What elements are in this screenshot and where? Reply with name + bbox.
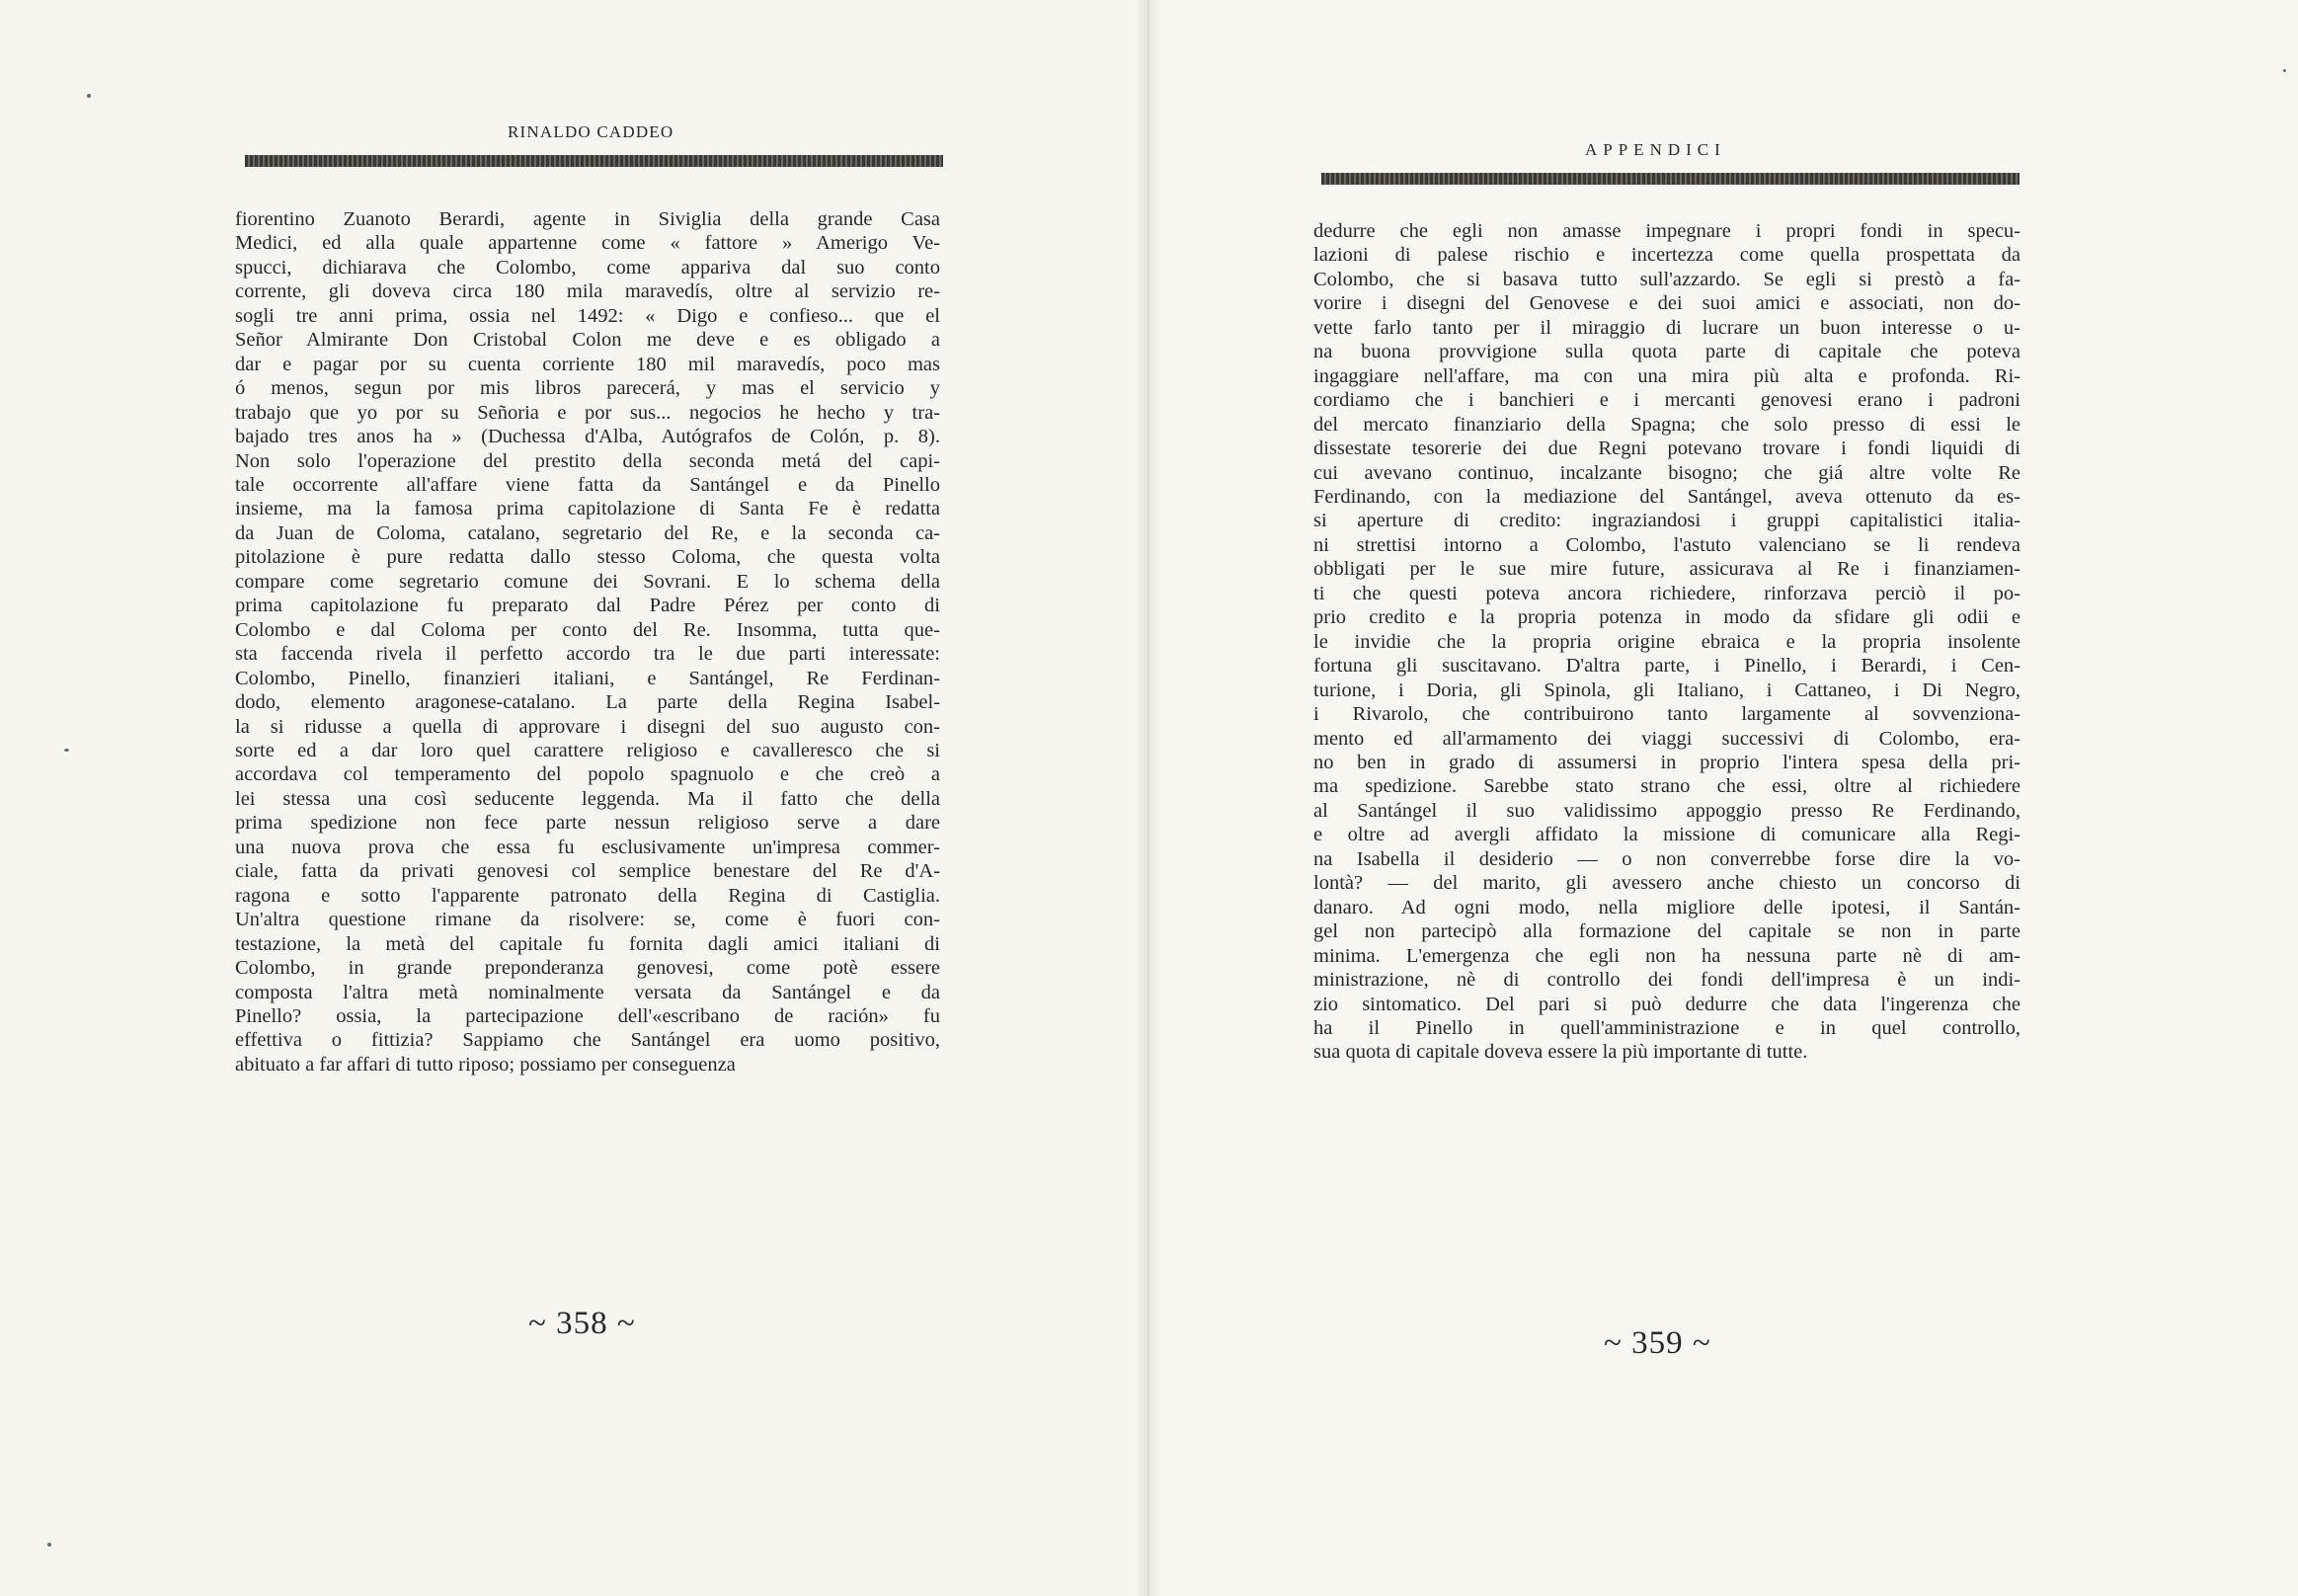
left-header-rule xyxy=(245,155,943,167)
left-page-number: ~ 358 ~ xyxy=(528,1306,636,1341)
paper-speck xyxy=(47,1543,51,1547)
text-line: Señor Almirante Don Cristobal Colon me deve e es obligado a xyxy=(235,329,940,352)
text-line: si aperture di credito: ingraziandosi i gruppi capitalistici italia- xyxy=(1313,510,2021,532)
text-line: spucci, dichiarava che Colombo, come appariva dal suo conto xyxy=(235,256,940,279)
text-line: sua quota di capitale doveva essere la più importante di tutte. xyxy=(1313,1041,1808,1064)
text-line: na buona provvigione sulla quota parte di capitale che poteva xyxy=(1313,341,2021,363)
text-line: sogli tre anni prima, ossia nel 1492: « Digo e confieso... que el xyxy=(235,304,940,327)
text-line: turione, i Doria, gli Spinola, gli Italiano, i Cattaneo, i Di Negro, xyxy=(1313,678,2021,701)
right-body-text xyxy=(1313,219,2021,1065)
text-line: Colombo, in grande preponderanza genovesi, come potè essere xyxy=(235,957,940,980)
text-line: trabajo que yo por su Señoria e por sus... negocios he hecho y tra- xyxy=(235,401,940,424)
paper-speck xyxy=(64,749,69,752)
text-line: bajado tres anos ha » (Duchessa d'Alba, Autógrafos de Colón, p. 8). xyxy=(235,426,940,448)
book-gutter xyxy=(1136,0,1161,1596)
text-line: obbligati per le sue mire future, assicurava al Re i finanziamen- xyxy=(1313,558,2021,581)
text-line: pitolazione è pure redatta dallo stesso Coloma, che questa volta xyxy=(235,546,940,569)
text-line: dedurre che egli non amasse impegnare i propri fondi in specu- xyxy=(1313,220,2021,242)
text-line: lei stessa una così seducente leggenda. Ma il fatto che della xyxy=(235,787,940,810)
text-line: i Rivarolo, che contribuirono tanto largamente al sovvenziona- xyxy=(1313,703,2021,726)
text-line: lontà? — del marito, gli avessero anche chiesto un concorso di xyxy=(1313,872,2021,895)
right-header-rule xyxy=(1321,173,2020,185)
text-line: dar e pagar por su cuenta corriente 180 mil maravedís, poco mas xyxy=(235,353,940,375)
text-line: le invidie che la propria origine ebraica e la propria insolente xyxy=(1313,630,2021,653)
text-line: mento ed all'armamento dei viaggi successivi di Colombo, era- xyxy=(1313,727,2021,750)
text-line: vette farlo tanto per il miraggio di lucrare un buon interesse o u- xyxy=(1313,316,2021,339)
text-line: prima spedizione non fece parte nessun religioso serve a dare xyxy=(235,812,940,835)
text-line: sorte ed a dar loro quel carattere religioso e cavalleresco che si xyxy=(235,739,940,761)
text-line: cui avevano continuo, incalzante bisogno; che giá altre volte Re xyxy=(1313,461,2021,484)
paper-speck xyxy=(87,94,91,98)
text-line: al Santángel il suo validissimo appoggio presso Re Ferdinando, xyxy=(1313,799,2021,822)
text-line: ti che questi poteva ancora richiedere, rinforzava perciò il po- xyxy=(1313,582,2021,604)
text-line: Colombo, Pinello, finanzieri italiani, e Santángel, Re Ferdinan- xyxy=(235,667,940,689)
text-line: danaro. Ad ogni modo, nella migliore delle ipotesi, il Santán- xyxy=(1313,896,2021,918)
text-line: Non solo l'operazione del prestito della seconda metá del capi- xyxy=(235,449,940,472)
paper-speck xyxy=(2283,69,2286,72)
text-line: compare come segretario comune dei Sovrani. E lo schema della xyxy=(235,570,940,593)
text-line: ni strettisi intorno a Colombo, l'astuto valenciano se li rendeva xyxy=(1313,533,2021,556)
text-line: la si ridusse a quella di approvare i disegni del suo augusto con- xyxy=(235,715,940,738)
text-line: da Juan de Coloma, catalano, segretario del Re, e la seconda ca- xyxy=(235,521,940,544)
text-line: composta l'altra metà nominalmente versata da Santángel e da xyxy=(235,981,940,1003)
text-line: na Isabella il desiderio — o non converrebbe forse dire la vo- xyxy=(1313,847,2021,870)
text-line: testazione, la metà del capitale fu fornita dagli amici italiani di xyxy=(235,932,940,955)
text-line: corrente, gli doveva circa 180 mila maravedís, oltre al servizio re- xyxy=(235,280,940,303)
text-line: una nuova prova che essa fu esclusivamente un'impresa commer- xyxy=(235,836,940,858)
text-line: insieme, ma la famosa prima capitolazione di Santa Fe è redatta xyxy=(235,498,940,520)
text-line: accordava col temperamento del popolo spagnuolo e che creò a xyxy=(235,763,940,786)
text-line: Medici, ed alla quale appartenne come « fattore » Amerigo Ve- xyxy=(235,232,940,255)
text-line: cordiamo che i banchieri e i mercanti genovesi erano i padroni xyxy=(1313,389,2021,412)
left-body-text xyxy=(235,207,940,1077)
left-running-header: RINALDO CADDEO xyxy=(508,122,674,141)
text-line: Ferdinando, con la mediazione del Santángel, aveva ottenuto da es- xyxy=(1313,485,2021,508)
text-line: ciale, fatta da privati genovesi col semplice benestare del Re d'A- xyxy=(235,860,940,883)
text-line: dissestate tesorerie dei due Regni potevano trovare i fondi liquidi di xyxy=(1313,438,2021,460)
text-line: Colombo e dal Coloma per conto del Re. Insomma, tutta que- xyxy=(235,618,940,641)
text-line: ó menos, segun por mis libros parecerá, y mas el servicio y xyxy=(235,377,940,400)
text-line: Colombo, che si basava tutto sull'azzardo. Se egli si prestò a fa- xyxy=(1313,268,2021,290)
text-line: ragona e sotto l'apparente patronato della Regina di Castiglia. xyxy=(235,884,940,907)
text-line: effettiva o fittizia? Sappiamo che Santángel era uomo positivo, xyxy=(235,1029,940,1052)
text-line: minima. L'emergenza che egli non ha nessuna parte nè di am- xyxy=(1313,944,2021,967)
text-line: sta faccenda rivela il perfetto accordo tra le due parti interessate: xyxy=(235,643,940,666)
text-line: e oltre ad avergli affidato la missione di comunicare alla Regi- xyxy=(1313,824,2021,846)
text-line: prima capitolazione fu preparato dal Padre Pérez per conto di xyxy=(235,595,940,617)
text-line: ingaggiare nell'affare, ma con una mira più alta e profonda. Ri- xyxy=(1313,364,2021,387)
text-line: Pinello? ossia, la partecipazione dell'«escribano de ración» fu xyxy=(235,1004,940,1027)
text-line: ministrazione, nè di controllo dei fondi dell'impresa è un indi- xyxy=(1313,969,2021,992)
text-line: fortuna gli suscitavano. D'altra parte, i Pinello, i Berardi, i Cen- xyxy=(1313,655,2021,678)
text-line: prio credito e la propria potenza in modo da sfidare gli odii e xyxy=(1313,606,2021,629)
text-line: Un'altra questione rimane da risolvere: se, come è fuori con- xyxy=(235,909,940,931)
text-line: ha il Pinello in quell'amministrazione e in quel controllo, xyxy=(1313,1016,2021,1039)
text-line: ma spedizione. Sarebbe stato strano che essi, oltre al richiedere xyxy=(1313,775,2021,798)
text-line: vorire i disegni del Genovese e dei suoi amici e associati, non do- xyxy=(1313,292,2021,315)
text-line: tale occorrente all'affare viene fatta da Santángel e da Pinello xyxy=(235,473,940,496)
text-line: no ben in grado di assumersi in proprio l'intera spesa della pri- xyxy=(1313,751,2021,773)
text-line: fiorentino Zuanoto Berardi, agente in Siviglia della grande Casa xyxy=(235,208,940,230)
text-line: del mercato finanziario della Spagna; che solo presso di essi le xyxy=(1313,413,2021,436)
right-page-number: ~ 359 ~ xyxy=(1604,1325,1711,1361)
text-line: gel non partecipò alla formazione del capitale se non in parte xyxy=(1313,920,2021,943)
text-line: lazioni di palese rischio e incertezza come quella prospettata da xyxy=(1313,244,2021,267)
right-running-header: APPENDICI xyxy=(1585,140,1726,159)
text-line: abituato a far affari di tutto riposo; possiamo per conseguenza xyxy=(235,1053,736,1076)
text-line: dodo, elemento aragonese-catalano. La parte della Regina Isabel- xyxy=(235,691,940,714)
text-line: zio sintomatico. Del pari si può dedurre che data l'ingerenza che xyxy=(1313,993,2021,1015)
